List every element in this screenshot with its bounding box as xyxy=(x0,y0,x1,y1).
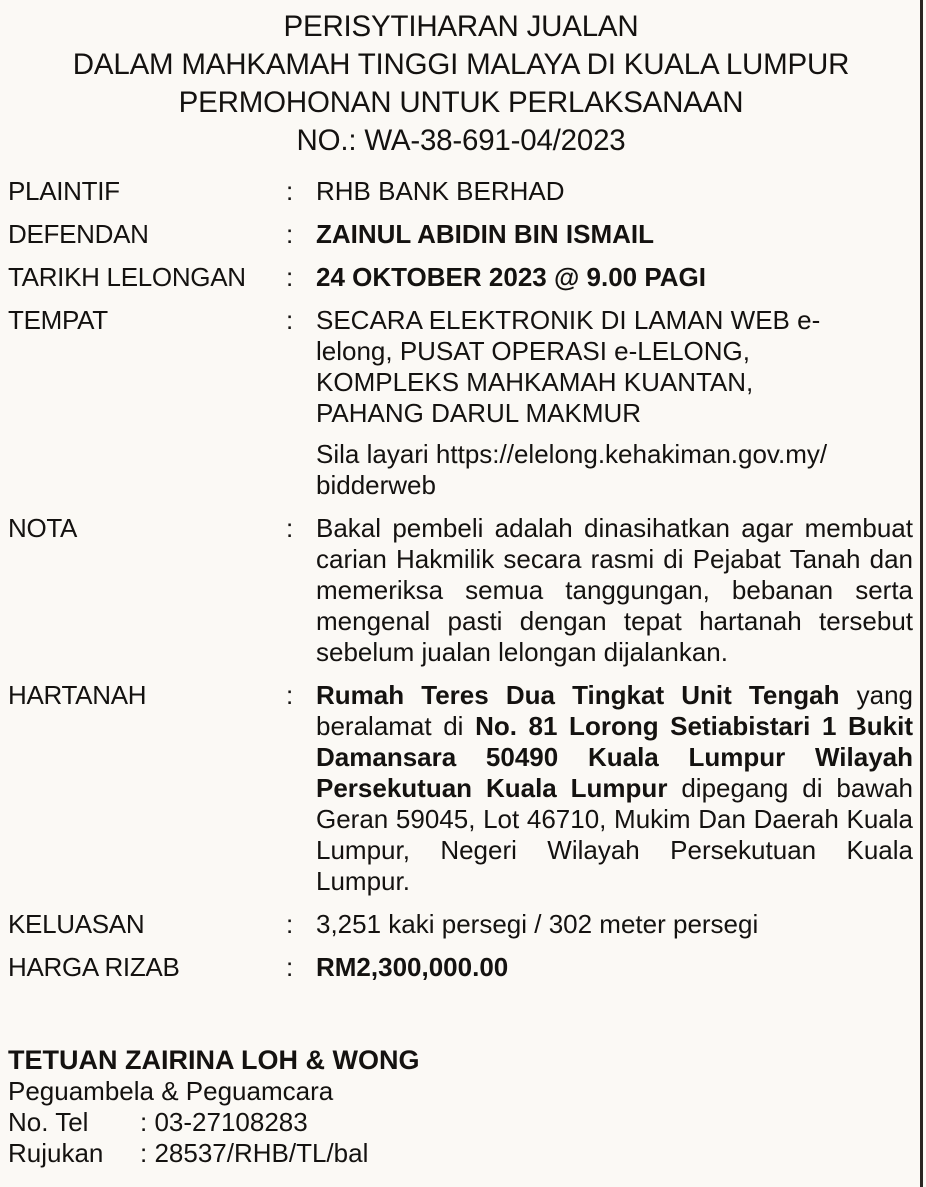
tarikh-label: TARIKH LELONGAN xyxy=(8,262,246,292)
court-name: DALAM MAHKAMAH TINGGI MALAYA DI KUALA LUMPUR xyxy=(72,48,850,81)
firm-name: TETUAN ZAIRINA LOH & WONG xyxy=(8,1045,420,1075)
tempat-value: SECARA ELEKTRONIK DI LAMAN WEB e-lelong, PUSAT OPERASI e-LELONG, KOMPLEKS MAHKAMAH KUANTAN, PAHANG DARUL MAKMUR xyxy=(316,305,821,428)
defendan-label: DEFENDAN xyxy=(8,219,149,249)
row-keluasan xyxy=(8,909,913,940)
defendan-value: ZAINUL ABIDIN BIN ISMAIL xyxy=(316,219,654,249)
property-type: Rumah Teres Dua Tingkat Unit Tengah xyxy=(316,680,840,710)
colon: : xyxy=(286,513,294,543)
tempat-value-block xyxy=(316,305,913,501)
colon: : xyxy=(286,680,294,710)
tempat-label: TEMPAT xyxy=(8,305,108,335)
tel-value: : 03-27108283 xyxy=(140,1107,308,1137)
row-tarikh-lelongan xyxy=(8,262,913,293)
notice-header xyxy=(0,8,922,160)
hartanah-value xyxy=(316,680,913,897)
tel-label: No. Tel xyxy=(8,1107,89,1137)
law-firm-block xyxy=(8,1045,419,1169)
notice-title: PERISYTIHARAN JUALAN xyxy=(283,10,639,43)
colon: : xyxy=(286,305,294,335)
colon: : xyxy=(286,952,294,982)
keluasan-value: 3,251 kaki persegi / 302 meter persegi xyxy=(316,909,759,939)
row-defendan xyxy=(8,219,913,250)
tempat-website-note: Sila layari https://elelong.kehakiman.gov.my/ bidderweb xyxy=(316,439,828,500)
row-tempat xyxy=(8,305,913,501)
colon: : xyxy=(286,219,294,249)
row-nota xyxy=(8,513,913,668)
plaintif-label: PLAINTIF xyxy=(8,176,120,206)
firm-role: Peguambela & Peguamcara xyxy=(8,1076,334,1106)
nota-value: Bakal pembeli adalah dinasihatkan agar membuat carian Hakmilik secara rasmi di Pejabat Tanah dan memeriksa semua tanggungan, bebanan serta mengenal pasti dengan tepat hartanah tersebut sebelum jualan lelongan dijalankan. xyxy=(316,513,913,667)
firm-tel xyxy=(8,1107,419,1138)
row-hartanah xyxy=(8,680,913,897)
colon: : xyxy=(286,262,294,292)
property-address: No. 81 Lorong Setiabistari 1 Bukit Damansara 50490 Kuala Lumpur Wilayah Persekutuan Kuala Lumpur xyxy=(316,711,914,803)
title-details: dipegang di bawah Geran 59045, Lot 46710, Mukim Dan Daerah Kuala Lumpur, Negeri Wilayah Persekutuan Kuala Lumpur. xyxy=(316,773,913,896)
auction-details xyxy=(8,176,913,995)
address-intro: yang beralamat di xyxy=(316,680,913,741)
row-plaintif xyxy=(8,176,913,207)
colon: : xyxy=(286,909,294,939)
hartanah-label: HARTANAH xyxy=(8,680,147,710)
harga-value: RM2,300,000.00 xyxy=(316,952,509,982)
plaintif-value: RHB BANK BERHAD xyxy=(316,176,565,206)
case-number: NO.: WA-38-691-04/2023 xyxy=(296,124,626,157)
row-harga-rizab xyxy=(8,952,913,983)
application-type: PERMOHONAN UNTUK PERLAKSANAAN xyxy=(178,86,744,119)
firm-reference xyxy=(8,1138,419,1169)
ref-value: : 28537/RHB/TL/bal xyxy=(140,1138,369,1168)
keluasan-label: KELUASAN xyxy=(8,909,145,939)
ref-label: Rujukan xyxy=(8,1138,104,1168)
colon: : xyxy=(286,176,294,206)
harga-label: HARGA RIZAB xyxy=(8,952,180,982)
tarikh-value: 24 OKTOBER 2023 @ 9.00 PAGI xyxy=(316,262,706,292)
nota-label: NOTA xyxy=(8,513,78,543)
